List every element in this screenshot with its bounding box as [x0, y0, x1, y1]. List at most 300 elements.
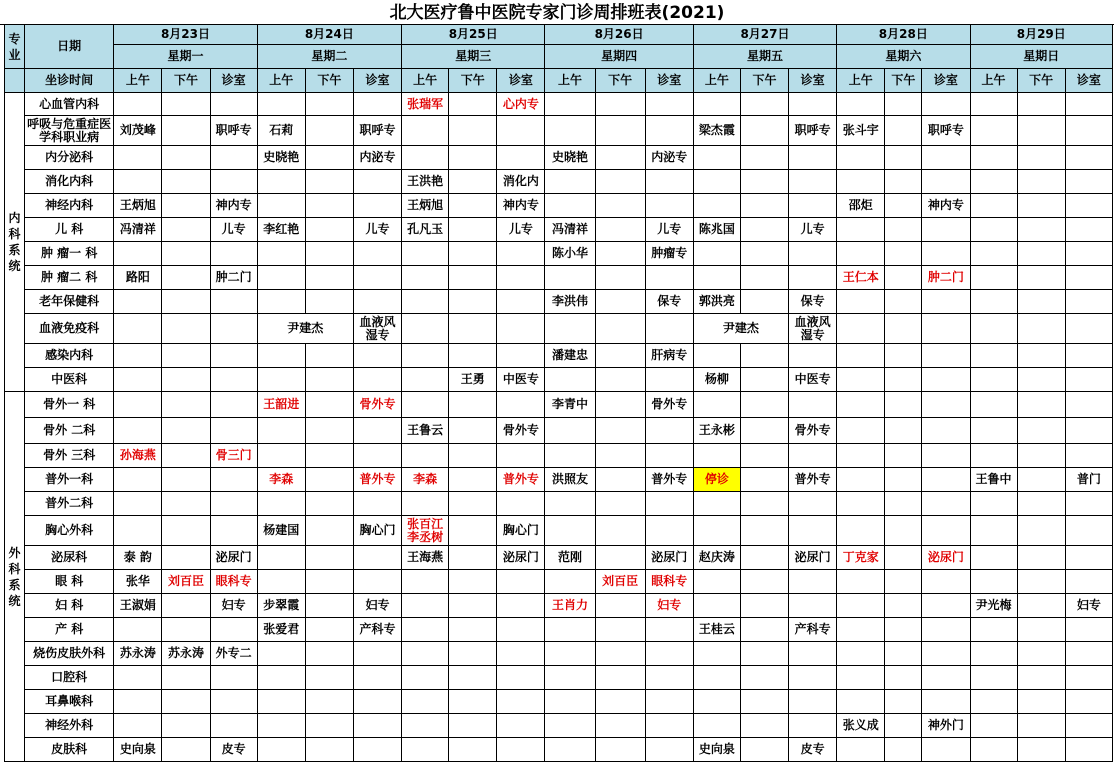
schedule-cell [837, 218, 885, 242]
schedule-cell [305, 642, 353, 666]
schedule-cell [114, 468, 162, 492]
schedule-cell [740, 116, 788, 146]
weekday-cell: 星期二 [257, 45, 401, 69]
schedule-cell [740, 418, 788, 444]
schedule-row [5, 266, 1113, 290]
schedule-cell [1065, 516, 1112, 546]
schedule-cell: 张华 [114, 570, 162, 594]
schedule-cell [645, 492, 693, 516]
schedule-cell [922, 666, 970, 690]
schedule-cell [353, 418, 401, 444]
schedule-cell [353, 570, 401, 594]
schedule-cell [922, 468, 970, 492]
schedule-row [5, 546, 1113, 570]
weekday-cell: 星期一 [114, 45, 257, 69]
schedule-cell [1017, 666, 1065, 690]
schedule-cell [1065, 714, 1112, 738]
schedule-cell [162, 418, 210, 444]
schedule-cell [1065, 570, 1112, 594]
schedule-cell [305, 368, 353, 392]
schedule-cell [885, 242, 922, 266]
schedule-cell: 眼科专 [210, 570, 257, 594]
schedule-cell: 神外门 [922, 714, 970, 738]
schedule-cell: 儿专 [789, 218, 837, 242]
schedule-cell [162, 368, 210, 392]
date-row [5, 25, 1113, 45]
schedule-cell [545, 690, 595, 714]
slot-pm: 下午 [305, 69, 353, 93]
schedule-cell [1065, 642, 1112, 666]
schedule-cell [837, 642, 885, 666]
schedule-cell [922, 218, 970, 242]
slot-pm: 下午 [595, 69, 645, 93]
schedule-cell [449, 516, 497, 546]
schedule-cell [693, 444, 740, 468]
schedule-cell [449, 116, 497, 146]
schedule-cell [162, 444, 210, 468]
schedule-row [5, 418, 1113, 444]
schedule-cell: 张斗宇 [837, 116, 885, 146]
schedule-cell [210, 344, 257, 368]
schedule-cell [497, 618, 545, 642]
schedule-cell [922, 368, 970, 392]
system-char: 外 [8, 545, 21, 560]
schedule-cell [595, 666, 645, 690]
schedule-cell [885, 570, 922, 594]
schedule-cell [162, 290, 210, 314]
schedule-cell: 心内专 [497, 93, 545, 116]
schedule-cell [595, 344, 645, 368]
schedule-cell [885, 594, 922, 618]
schedule-cell: 神内专 [497, 194, 545, 218]
schedule-cell [740, 492, 788, 516]
department-name: 泌尿科 [25, 546, 114, 570]
schedule-cell: 产科专 [789, 618, 837, 642]
schedule-cell [210, 290, 257, 314]
schedule-row [5, 368, 1113, 392]
schedule-cell [1065, 546, 1112, 570]
schedule-cell: 张百江 李丞树 [402, 516, 449, 546]
weekday-cell: 星期六 [837, 45, 970, 69]
schedule-cell [1017, 492, 1065, 516]
internal-system-label [5, 93, 25, 392]
schedule-cell [353, 242, 401, 266]
weekday-row [5, 45, 1113, 69]
schedule-cell [545, 368, 595, 392]
schedule-cell: 刘百臣 [162, 570, 210, 594]
schedule-cell [114, 618, 162, 642]
schedule-cell [449, 690, 497, 714]
schedule-cell: 中医专 [789, 368, 837, 392]
schedule-cell [837, 242, 885, 266]
schedule-cell [305, 444, 353, 468]
schedule-cell [257, 242, 305, 266]
schedule-cell [1065, 738, 1112, 762]
schedule-cell [740, 642, 788, 666]
department-name: 妇 科 [25, 594, 114, 618]
schedule-cell [885, 93, 922, 116]
department-name: 心血管内科 [25, 93, 114, 116]
schedule-cell [922, 570, 970, 594]
slot-room: 诊室 [922, 69, 970, 93]
schedule-cell [402, 714, 449, 738]
schedule-cell [1017, 170, 1065, 194]
schedule-cell [693, 492, 740, 516]
schedule-cell [693, 242, 740, 266]
schedule-cell: 骨外专 [789, 418, 837, 444]
schedule-cell [740, 738, 788, 762]
schedule-cell: 苏永涛 [162, 642, 210, 666]
schedule-cell [162, 93, 210, 116]
schedule-cell [162, 170, 210, 194]
schedule-cell [162, 492, 210, 516]
department-name: 中医科 [25, 368, 114, 392]
schedule-cell [162, 546, 210, 570]
schedule-cell [402, 492, 449, 516]
schedule-cell [114, 392, 162, 418]
schedule-cell [970, 218, 1017, 242]
schedule-cell [595, 618, 645, 642]
schedule-cell [1017, 594, 1065, 618]
schedule-cell [305, 392, 353, 418]
schedule-cell [789, 594, 837, 618]
schedule-cell [1065, 666, 1112, 690]
schedule-cell [305, 170, 353, 194]
schedule-cell [162, 344, 210, 368]
schedule-cell [885, 146, 922, 170]
schedule-cell: 骨外专 [645, 392, 693, 418]
schedule-cell [970, 314, 1017, 344]
schedule-cell [645, 368, 693, 392]
schedule-cell [353, 170, 401, 194]
schedule-cell [305, 93, 353, 116]
schedule-cell: 石莉 [257, 116, 305, 146]
schedule-cell [837, 344, 885, 368]
schedule-cell [257, 666, 305, 690]
schedule-cell: 肿二门 [922, 266, 970, 290]
schedule-cell: 血液风湿专 [789, 314, 837, 344]
schedule-cell [970, 642, 1017, 666]
schedule-cell [257, 546, 305, 570]
department-name: 神经内科 [25, 194, 114, 218]
schedule-cell [162, 146, 210, 170]
schedule-cell [595, 368, 645, 392]
schedule-cell [740, 266, 788, 290]
slot-room: 诊室 [353, 69, 401, 93]
schedule-cell [114, 714, 162, 738]
schedule-cell [837, 618, 885, 642]
schedule-cell: 杨建国 [257, 516, 305, 546]
schedule-cell [353, 738, 401, 762]
schedule-cell: 杨柳 [693, 368, 740, 392]
slot-pm: 下午 [1017, 69, 1065, 93]
schedule-cell [305, 266, 353, 290]
schedule-cell [645, 314, 693, 344]
schedule-cell: 郭洪亮 [693, 290, 740, 314]
schedule-cell [595, 738, 645, 762]
schedule-cell [885, 666, 922, 690]
schedule-cell [740, 93, 788, 116]
schedule-cell [497, 266, 545, 290]
department-name: 口腔科 [25, 666, 114, 690]
schedule-cell [305, 194, 353, 218]
schedule-cell [1017, 392, 1065, 418]
date-cell: 8月27日 [693, 25, 836, 45]
schedule-cell [545, 516, 595, 546]
schedule-cell [693, 642, 740, 666]
schedule-cell [402, 116, 449, 146]
schedule-cell [789, 492, 837, 516]
schedule-row [5, 170, 1113, 194]
schedule-row [5, 492, 1113, 516]
schedule-cell [740, 468, 788, 492]
schedule-cell: 眼科专 [645, 570, 693, 594]
schedule-row [5, 468, 1113, 492]
schedule-cell [645, 516, 693, 546]
schedule-cell [693, 93, 740, 116]
schedule-cell [693, 170, 740, 194]
schedule-cell [595, 218, 645, 242]
weekday-cell: 星期四 [545, 45, 693, 69]
schedule-row [5, 594, 1113, 618]
schedule-cell [449, 344, 497, 368]
schedule-cell [305, 570, 353, 594]
department-name: 老年保健科 [25, 290, 114, 314]
schedule-cell [595, 290, 645, 314]
system-char: 科 [8, 561, 21, 576]
schedule-cell [922, 516, 970, 546]
schedule-cell: 妇专 [210, 594, 257, 618]
schedule-row [5, 392, 1113, 418]
schedule-cell [885, 170, 922, 194]
schedule-cell [922, 93, 970, 116]
schedule-cell: 史晓艳 [257, 146, 305, 170]
schedule-cell [645, 194, 693, 218]
schedule-cell [693, 714, 740, 738]
department-name: 骨外 三科 [25, 444, 114, 468]
schedule-cell [1065, 418, 1112, 444]
schedule-cell [210, 368, 257, 392]
schedule-cell [545, 314, 595, 344]
date-cell: 8月24日 [257, 25, 401, 45]
schedule-cell: 史向泉 [693, 738, 740, 762]
schedule-cell [595, 116, 645, 146]
schedule-cell [257, 266, 305, 290]
schedule-cell [693, 516, 740, 546]
schedule-cell [1017, 546, 1065, 570]
schedule-cell [305, 344, 353, 368]
schedule-cell [740, 392, 788, 418]
schedule-cell [740, 690, 788, 714]
schedule-cell [449, 594, 497, 618]
schedule-cell [693, 666, 740, 690]
schedule-row [5, 344, 1113, 368]
schedule-cell [210, 714, 257, 738]
schedule-cell [402, 290, 449, 314]
schedule-cell: 李森 [402, 468, 449, 492]
schedule-cell [545, 194, 595, 218]
schedule-cell: 血液风湿专 [353, 314, 401, 344]
schedule-cell [257, 368, 305, 392]
schedule-cell [114, 314, 162, 344]
schedule-cell [970, 242, 1017, 266]
schedule-cell [1065, 290, 1112, 314]
schedule-cell [257, 344, 305, 368]
schedule-cell [970, 116, 1017, 146]
schedule-cell [497, 714, 545, 738]
schedule-cell [449, 618, 497, 642]
schedule-cell [305, 146, 353, 170]
schedule-cell [402, 444, 449, 468]
schedule-cell [885, 690, 922, 714]
schedule-cell [305, 290, 353, 314]
slot-am: 上午 [693, 69, 740, 93]
schedule-cell [789, 444, 837, 468]
page-title: 北大医疗鲁中医院专家门诊周排班表(2021) [0, 0, 1114, 25]
schedule-cell: 儿专 [353, 218, 401, 242]
department-name: 烧伤皮肤外科 [25, 642, 114, 666]
schedule-cell [922, 618, 970, 642]
schedule-cell [305, 738, 353, 762]
schedule-cell: 普外专 [789, 468, 837, 492]
schedule-cell [922, 314, 970, 344]
schedule-cell [1017, 618, 1065, 642]
schedule-cell: 王桂云 [693, 618, 740, 642]
schedule-cell: 王炳旭 [114, 194, 162, 218]
schedule-cell [693, 146, 740, 170]
schedule-cell [497, 392, 545, 418]
schedule-cell [257, 642, 305, 666]
schedule-cell [114, 666, 162, 690]
schedule-cell [497, 290, 545, 314]
schedule-cell [1017, 418, 1065, 444]
schedule-cell: 内泌专 [645, 146, 693, 170]
schedule-cell [449, 642, 497, 666]
system-char: 统 [8, 259, 21, 273]
schedule-cell [595, 642, 645, 666]
date-cell: 8月29日 [970, 25, 1113, 45]
schedule-cell [922, 242, 970, 266]
schedule-cell [210, 93, 257, 116]
schedule-cell [449, 666, 497, 690]
schedule-cell [402, 242, 449, 266]
schedule-cell: 赵庆涛 [693, 546, 740, 570]
schedule-cell [353, 368, 401, 392]
slot-am: 上午 [402, 69, 449, 93]
schedule-row [5, 690, 1113, 714]
schedule-cell [257, 714, 305, 738]
schedule-cell [1065, 116, 1112, 146]
schedule-cell: 孔凡玉 [402, 218, 449, 242]
schedule-cell [210, 418, 257, 444]
schedule-cell [1017, 194, 1065, 218]
schedule-cell [789, 666, 837, 690]
schedule-cell [162, 194, 210, 218]
schedule-cell [353, 266, 401, 290]
schedule-cell: 职呼专 [353, 116, 401, 146]
schedule-cell [257, 170, 305, 194]
slot-am: 上午 [970, 69, 1017, 93]
schedule-cell [885, 444, 922, 468]
schedule-cell [740, 444, 788, 468]
slot-room: 诊室 [789, 69, 837, 93]
schedule-cell [1065, 618, 1112, 642]
schedule-cell: 王海燕 [402, 546, 449, 570]
department-name: 骨外一 科 [25, 392, 114, 418]
schedule-cell [789, 344, 837, 368]
schedule-cell: 李森 [257, 468, 305, 492]
department-name: 皮肤科 [25, 738, 114, 762]
date-cell: 8月26日 [545, 25, 693, 45]
schedule-cell [1065, 392, 1112, 418]
schedule-cell [885, 266, 922, 290]
schedule-cell: 骨外专 [353, 392, 401, 418]
schedule-cell [402, 266, 449, 290]
schedule-cell [837, 666, 885, 690]
schedule-cell [837, 170, 885, 194]
schedule-cell: 普外专 [497, 468, 545, 492]
schedule-cell: 皮专 [789, 738, 837, 762]
schedule-cell: 妇专 [1065, 594, 1112, 618]
schedule-cell [595, 170, 645, 194]
slot-pm: 下午 [740, 69, 788, 93]
schedule-cell [970, 170, 1017, 194]
schedule-cell [162, 314, 210, 344]
schedule-cell [1017, 714, 1065, 738]
schedule-cell [789, 392, 837, 418]
schedule-cell [162, 594, 210, 618]
schedule-cell: 神内专 [922, 194, 970, 218]
schedule-cell [740, 714, 788, 738]
schedule-cell: 冯清祥 [114, 218, 162, 242]
schedule-cell: 王鲁云 [402, 418, 449, 444]
date-cell: 8月23日 [114, 25, 257, 45]
schedule-cell [305, 468, 353, 492]
schedule-cell [1017, 116, 1065, 146]
slot-row [5, 69, 1113, 93]
schedule-cell [162, 266, 210, 290]
schedule-cell [1065, 170, 1112, 194]
schedule-cell [645, 170, 693, 194]
schedule-cell [740, 344, 788, 368]
schedule-cell [595, 93, 645, 116]
slot-am: 上午 [257, 69, 305, 93]
schedule-cell [402, 618, 449, 642]
schedule-cell [1017, 218, 1065, 242]
schedule-cell [353, 690, 401, 714]
schedule-cell [789, 516, 837, 546]
schedule-cell [305, 418, 353, 444]
schedule-cell [789, 570, 837, 594]
schedule-cell: 王勇 [449, 368, 497, 392]
schedule-cell: 王韶进 [257, 392, 305, 418]
schedule-cell: 骨三门 [210, 444, 257, 468]
schedule-cell [693, 194, 740, 218]
schedule-cell [114, 418, 162, 444]
schedule-row [5, 642, 1113, 666]
schedule-cell [497, 344, 545, 368]
date-cell: 8月28日 [837, 25, 970, 45]
schedule-cell [210, 492, 257, 516]
slot-pm: 下午 [449, 69, 497, 93]
schedule-cell [449, 546, 497, 570]
schedule-cell [922, 418, 970, 444]
schedule-cell [740, 170, 788, 194]
schedule-row [5, 93, 1113, 116]
schedule-cell [645, 690, 693, 714]
schedule-cell [1017, 642, 1065, 666]
schedule-cell: 尹建杰 [257, 314, 353, 344]
